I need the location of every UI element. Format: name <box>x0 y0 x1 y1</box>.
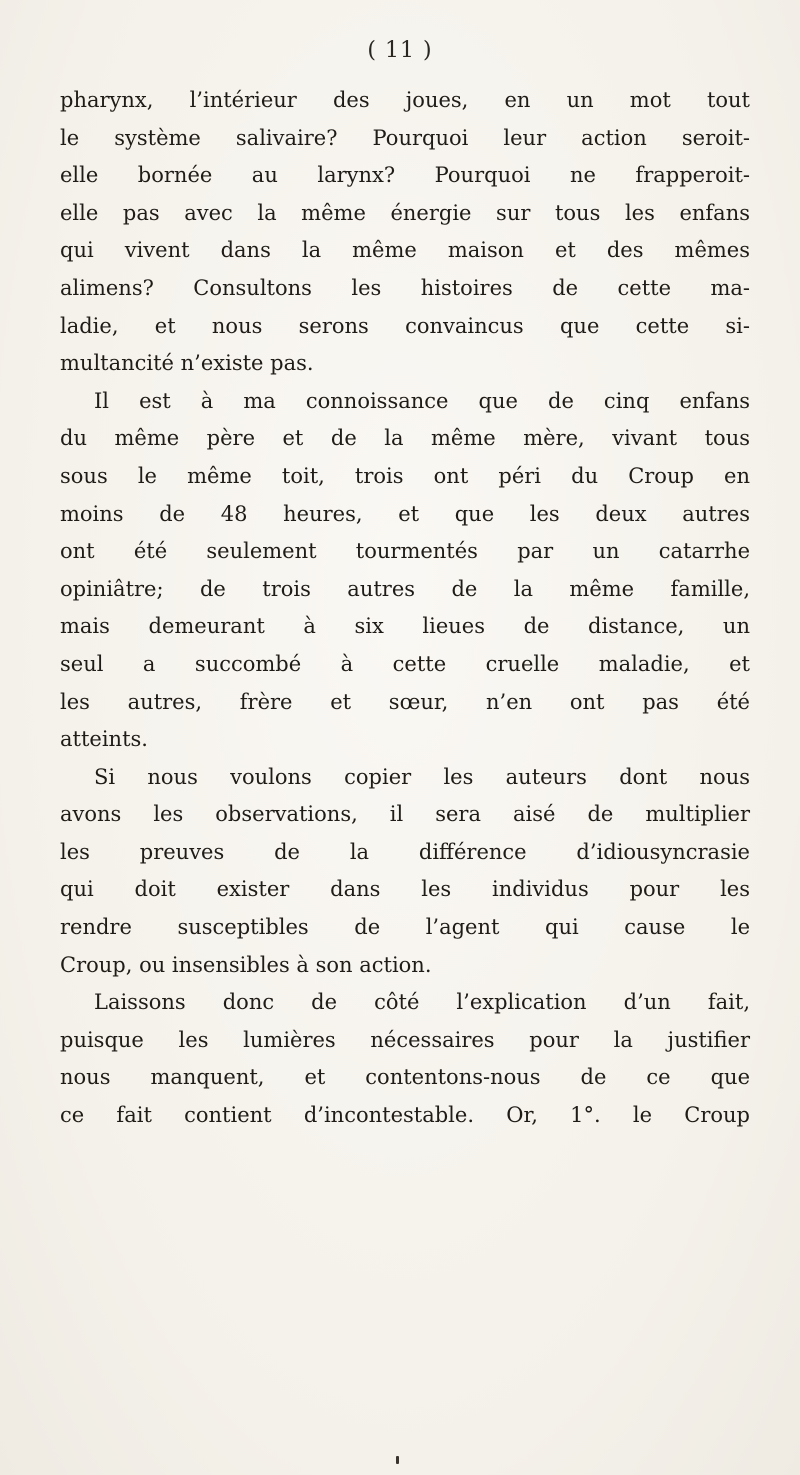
text-line: multancité n’existe pas. <box>60 351 314 376</box>
page-number: ( 11 ) <box>367 38 433 63</box>
text-line: avons les observations, il sera aisé de multiplier <box>60 802 750 827</box>
ink-speck <box>396 1456 399 1464</box>
text-line: ont été seulement tourmentés par un catarrhe <box>60 539 750 564</box>
text-line: qui vivent dans la même maison et des mêmes <box>60 238 750 263</box>
text-line: ladie, et nous serons convaincus que cette si- <box>60 313 750 338</box>
text-line: ce fait contient d’incontestable. Or, 1°. le Croup <box>60 1103 750 1128</box>
text-line: elle bornée au larynx? Pourquoi ne frapperoit- <box>60 163 750 188</box>
text-line: pharynx, l’intérieur des joues, en un mot tout <box>60 88 750 112</box>
text-line: Si nous voulons copier les auteurs dont nous <box>94 764 750 789</box>
text-line: les preuves de la différence d’idiousyncrasie <box>60 839 750 864</box>
text-line: Laissons donc de côté l’explication d’un fait, <box>94 990 750 1015</box>
text-line: nous manquent, et contentons-nous de ce que <box>60 1065 750 1090</box>
text-line: alimens? Consultons les histoires de cette ma- <box>60 275 750 300</box>
text-line: puisque les lumières nécessaires pour la justifier <box>60 1027 750 1052</box>
text-line: sous le même toit, trois ont péri du Croup en <box>60 463 750 488</box>
text-line: du même père et de la même mère, vivant tous <box>60 426 750 451</box>
text-line: le système salivaire? Pourquoi leur action seroit- <box>60 125 750 150</box>
text-line: opiniâtre; de trois autres de la même famille, <box>60 576 750 601</box>
text-line: qui doit exister dans les individus pour les <box>60 877 750 902</box>
text-line: mais demeurant à six lieues de distance, un <box>60 614 750 639</box>
body-text <box>60 82 750 1135</box>
text-line: atteints. <box>60 727 148 752</box>
text-line: seul a succombé à cette cruelle maladie, et <box>60 651 750 676</box>
text-line: les autres, frère et sœur, n’en ont pas été <box>60 689 750 714</box>
text-line: Croup, ou insensibles à son action. <box>60 952 432 977</box>
text-line: elle pas avec la même énergie sur tous les enfans <box>60 200 750 225</box>
text-line: rendre susceptibles de l’agent qui cause le <box>60 915 750 940</box>
text-line: Il est à ma connoissance que de cinq enfans <box>94 388 750 413</box>
text-line: moins de 48 heures, et que les deux autres <box>60 501 750 526</box>
